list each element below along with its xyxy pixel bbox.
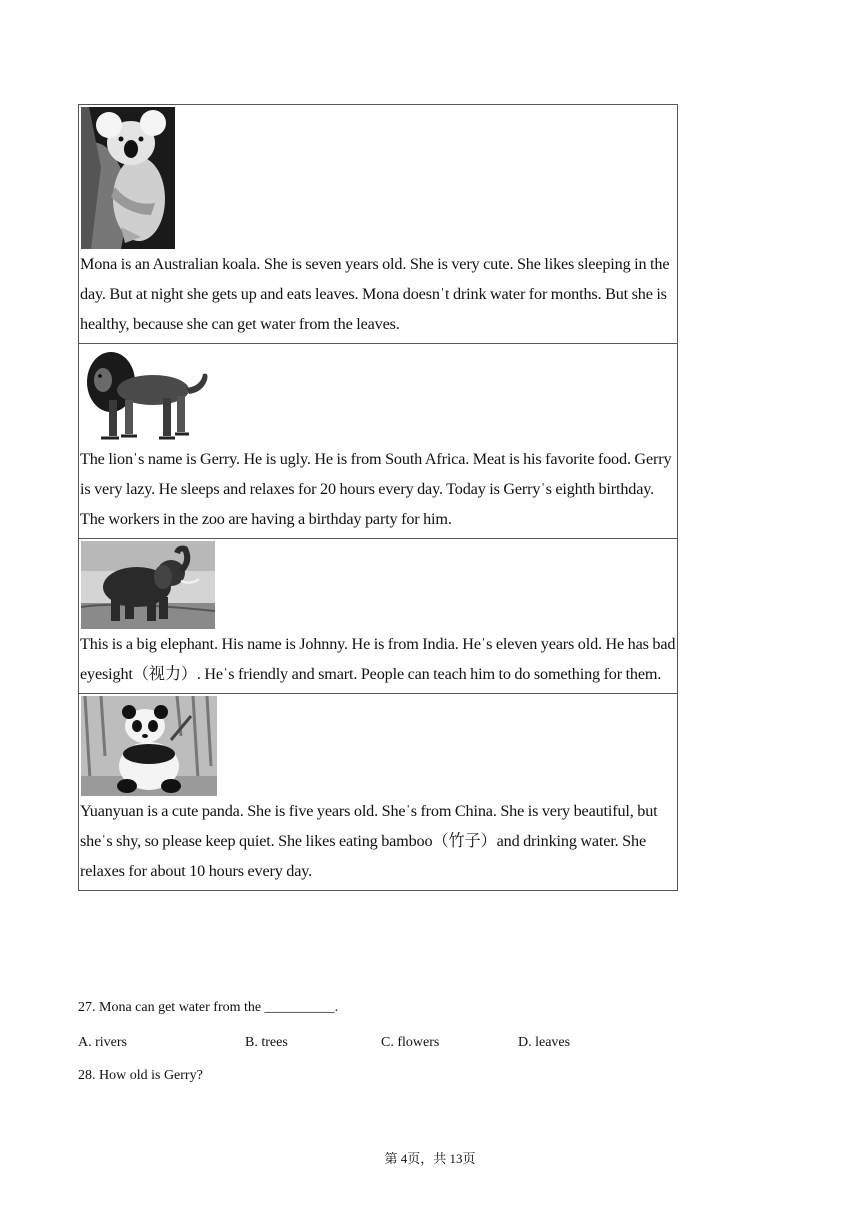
passage-panda [79,694,677,890]
passage-text: This is a big elephant. His name is Johnny. He is from India. Heˈs eleven years old. He has bad eyesight（视力）. Heˈs friendly and smart. People can teach him to do something for them. [80,635,676,683]
option-b[interactable]: B. trees [245,1035,288,1050]
passage-text: Mona is an Australian koala. She is seven years old. She is very cute. She likes sleeping in the day. But at night she gets up and eats leaves. Mona doesnˈt drink water for months. But she is healthy, because she can get water from the leaves. [80,255,670,333]
koala-image [81,107,175,249]
reading-table [78,104,678,891]
option-c[interactable]: C. flowers [381,1035,440,1050]
passage-koala [79,105,677,344]
option-a[interactable]: A. rivers [78,1035,127,1050]
passage-elephant [79,539,677,694]
panda-image [81,696,217,796]
page-footer: 第 4页，共 13页 [384,1151,476,1166]
lion-image [81,346,213,444]
passage-text: The lionˈs name is Gerry. He is ugly. He is from South Africa. Meat is his favorite food. Gerry is very lazy. He sleeps and relaxes for 20 hours every day. Today is Gerryˈs eighth birthday. The workers in the zoo are having a birthday party for him. [80,450,672,528]
question-27: 27. Mona can get water from the __________. [78,1000,339,1015]
option-d[interactable]: D. leaves [518,1035,571,1050]
elephant-image [81,541,215,629]
passage-text: Yuanyuan is a cute panda. She is five years old. Sheˈs from China. She is very beautiful, but sheˈs shy, so please keep quiet. She likes eating bamboo（竹子）and drinking water. She relaxes for about 10 hours every day. [80,802,658,880]
question-27-options [78,1035,678,1055]
question-28: 28. How old is Gerry? [78,1068,203,1083]
passage-lion [79,344,677,539]
